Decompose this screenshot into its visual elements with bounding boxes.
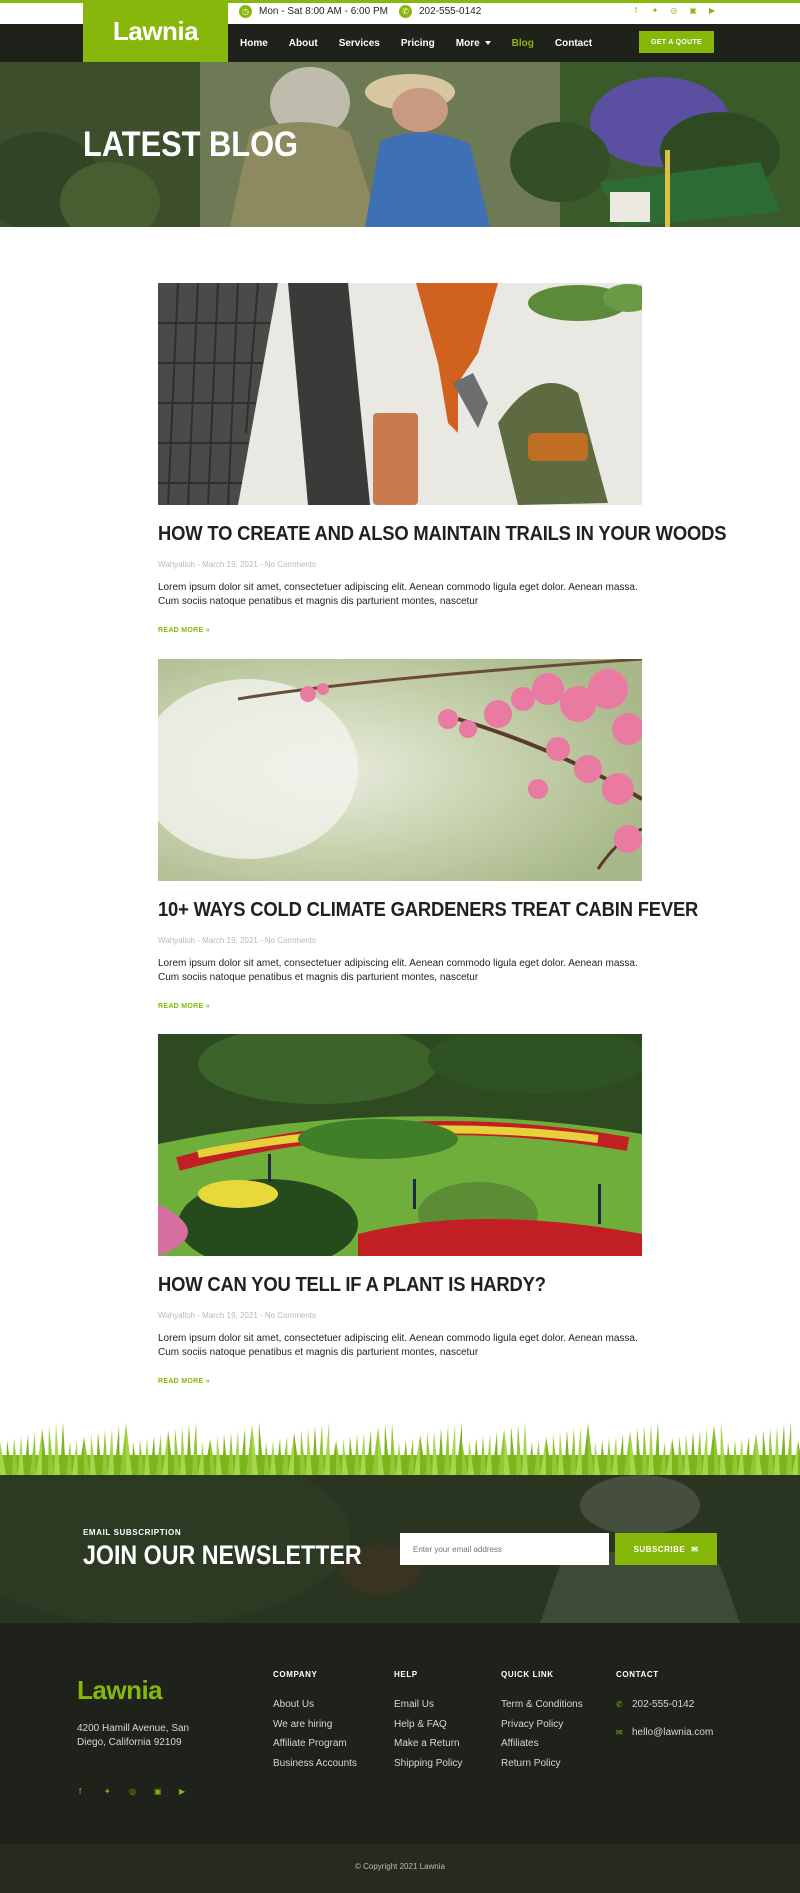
facebook-icon[interactable]: f — [79, 1787, 82, 1796]
linkedin-icon[interactable]: ▣ — [154, 1787, 162, 1796]
business-hours-text: Mon - Sat 8:00 AM - 6:00 PM — [259, 6, 388, 17]
post-image[interactable] — [158, 283, 642, 505]
footer-link[interactable]: Return Policy — [501, 1757, 561, 1769]
footer-phone-text: 202-555-0142 — [632, 1699, 695, 1710]
newsletter-email-input[interactable] — [400, 1533, 609, 1565]
read-more-link[interactable]: READ MORE » — [158, 1378, 210, 1385]
top-phone[interactable] — [399, 5, 481, 18]
footer-link[interactable]: Shipping Policy — [394, 1757, 463, 1769]
nav-more-label: More — [455, 37, 480, 49]
nav-pricing[interactable]: Pricing — [400, 37, 435, 49]
header-logo[interactable] — [83, 0, 228, 62]
post-excerpt: Lorem ipsum dolor sit amet, consectetuer adipiscing elit. Aenean commodo ligula eget dolor. Aenean massa. Cum sociis natoque penatibus et magnis dis parturient montes, nascetur — [158, 1333, 638, 1358]
footer-contact-column — [616, 1670, 713, 1755]
footer-link[interactable]: Email Us — [394, 1699, 435, 1710]
footer-link[interactable]: Term & Conditions — [501, 1699, 583, 1710]
newsletter-subtitle: EMAIL SUBSCRIPTION — [83, 1528, 182, 1537]
facebook-icon[interactable]: f — [634, 6, 638, 15]
top-social-links — [632, 7, 716, 15]
footer-link[interactable]: We are hiring — [273, 1718, 333, 1730]
business-hours — [239, 5, 388, 18]
post-title[interactable]: 10+ WAYS COLD CLIMATE GARDENERS TREAT CABIN FEVER — [158, 899, 699, 921]
post-meta: Wahyalloh - March 19, 2021 - No Comments — [158, 560, 316, 569]
post-title[interactable]: HOW CAN YOU TELL IF A PLANT IS HARDY? — [158, 1274, 546, 1296]
post-date[interactable]: March 19, 2021 — [202, 1311, 258, 1320]
page-title: LATEST BLOG — [83, 125, 299, 164]
post-comments[interactable]: No Comments — [264, 936, 316, 945]
instagram-icon[interactable]: ◎ — [670, 6, 678, 15]
nav-about[interactable]: About — [288, 37, 318, 49]
footer-link[interactable]: Privacy Policy — [501, 1718, 564, 1730]
grass-divider — [0, 1420, 800, 1475]
post-comments[interactable]: No Comments — [264, 560, 316, 569]
twitter-icon[interactable]: ✦ — [104, 1787, 111, 1796]
footer-email[interactable] — [616, 1727, 713, 1738]
get-quote-button[interactable]: GET A QOUTE — [639, 31, 714, 53]
footer-social-links — [79, 1788, 187, 1796]
twitter-icon[interactable]: ✦ — [651, 6, 659, 15]
envelope-icon: ✉ — [616, 1728, 623, 1737]
footer-help-heading: HELP — [394, 1670, 418, 1679]
footer-link[interactable]: Help & FAQ — [394, 1718, 447, 1730]
main-menu — [240, 24, 613, 62]
nav-blog[interactable]: Blog — [511, 37, 534, 49]
post-author[interactable]: Wahyalloh — [158, 936, 196, 945]
post-meta: Wahyalloh - March 19, 2021 - No Comments — [158, 1311, 316, 1320]
footer-company-column — [273, 1670, 357, 1777]
read-more-link[interactable]: READ MORE » — [158, 1003, 210, 1010]
blog-post — [158, 1034, 642, 1385]
post-meta: Wahyalloh - March 19, 2021 - No Comments — [158, 936, 316, 945]
nav-services[interactable]: Services — [338, 37, 380, 49]
blog-post — [158, 283, 727, 634]
copyright-text: © Copyright 2021 Lawnia — [355, 1862, 445, 1871]
footer-link[interactable]: Affiliate Program — [273, 1738, 347, 1749]
phone-icon: ✆ — [616, 1700, 623, 1709]
post-author[interactable]: Wahyalloh — [158, 1311, 196, 1320]
post-date[interactable]: March 19, 2021 — [202, 936, 258, 945]
footer-logo[interactable]: Lawnia — [77, 1675, 163, 1705]
clock-icon: ◷ — [239, 5, 252, 18]
instagram-icon[interactable]: ◎ — [129, 1787, 136, 1796]
top-phone-text: 202-555-0142 — [419, 6, 482, 17]
youtube-icon[interactable]: ▶ — [179, 1787, 186, 1796]
subscribe-button[interactable] — [615, 1533, 717, 1565]
phone-icon: ✆ — [399, 5, 412, 18]
garden-tools-photo — [158, 283, 642, 505]
read-more-link[interactable]: READ MORE » — [158, 627, 210, 634]
footer-link[interactable]: Make a Return — [394, 1738, 460, 1749]
footer-address: 4200 Hamill Avenue, San Diego, California 92109 — [77, 1723, 190, 1748]
linkedin-icon[interactable]: ▣ — [689, 6, 697, 15]
footer-quick-heading: QUICK LINK — [501, 1670, 554, 1679]
newsletter-title: JOIN OUR NEWSLETTER — [83, 1540, 362, 1570]
logo-text: Lawnia — [112, 15, 199, 46]
footer-contact-heading: CONTACT — [616, 1670, 659, 1679]
footer-link[interactable]: About Us — [273, 1699, 315, 1710]
post-author[interactable]: Wahyalloh — [158, 560, 196, 569]
footer-help-column — [394, 1670, 462, 1777]
footer-link[interactable]: Affiliates — [501, 1738, 539, 1749]
chevron-down-icon — [485, 41, 491, 45]
envelope-icon: ✉ — [691, 1544, 699, 1554]
footer-quick-link-column — [501, 1670, 583, 1777]
nav-more[interactable] — [456, 38, 491, 49]
footer-link[interactable]: Business Accounts — [273, 1757, 357, 1769]
subscribe-button-label: SUBSCRIBE — [633, 1544, 686, 1554]
cherry-blossom-photo — [158, 659, 642, 881]
post-title[interactable]: HOW TO CREATE AND ALSO MAINTAIN TRAILS IN YOUR WOODS — [158, 523, 727, 545]
post-image[interactable] — [158, 1034, 642, 1256]
footer-phone[interactable] — [616, 1699, 713, 1710]
footer-email-text: hello@lawnia.com — [632, 1727, 714, 1738]
post-excerpt: Lorem ipsum dolor sit amet, consectetuer adipiscing elit. Aenean commodo ligula eget dolor. Aenean massa. Cum sociis natoque penatibus et magnis dis parturient montes, nascetur — [158, 958, 638, 983]
post-date[interactable]: March 19, 2021 — [202, 560, 258, 569]
post-comments[interactable]: No Comments — [264, 1311, 316, 1320]
blog-post — [158, 659, 699, 1010]
post-excerpt: Lorem ipsum dolor sit amet, consectetuer adipiscing elit. Aenean commodo ligula eget dolor. Aenean massa. Cum sociis natoque penatibus et magnis dis parturient montes, nascetur — [158, 582, 638, 607]
flower-garden-photo — [158, 1034, 642, 1256]
youtube-icon[interactable]: ▶ — [708, 6, 716, 15]
footer-company-heading: COMPANY — [273, 1670, 318, 1679]
post-image[interactable] — [158, 659, 642, 881]
nav-contact[interactable]: Contact — [554, 37, 593, 49]
nav-home[interactable]: Home — [240, 37, 268, 49]
